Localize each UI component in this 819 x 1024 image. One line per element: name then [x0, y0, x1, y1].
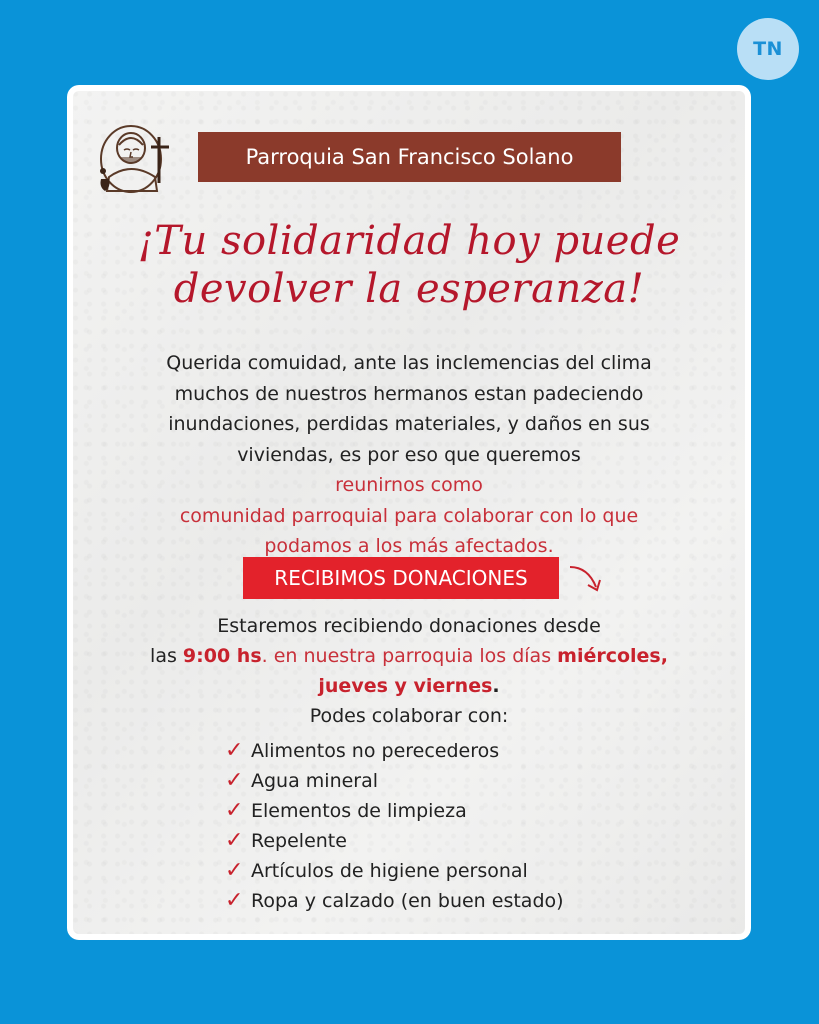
list-item: [225, 826, 564, 856]
intro-paragraph: [113, 348, 705, 562]
intro-line: comunidad parroquial para colaborar con lo que: [179, 504, 639, 527]
checkmark-icon: ✓: [225, 798, 244, 823]
schedule-days: miércoles,: [557, 645, 668, 667]
list-item-label: Alimentos no perecederos: [251, 740, 500, 762]
checkmark-icon: ✓: [225, 858, 244, 883]
checkmark-icon: ✓: [225, 768, 244, 793]
schedule-line: [93, 641, 725, 671]
list-item-label: Ropa y calzado (en buen estado): [251, 890, 564, 912]
schedule-line: [93, 671, 725, 701]
schedule-text: las: [150, 645, 183, 667]
donations-badge: RECIBIMOS DONACIONES: [243, 557, 559, 599]
parish-name-banner: Parroquia San Francisco Solano: [198, 132, 621, 182]
intro-line: Querida comuidad, ante las inclemencias del clima: [166, 352, 652, 374]
list-item-label: Elementos de limpieza: [251, 800, 467, 822]
intro-line: inundaciones, perdidas materiales, y daños en sus: [168, 413, 650, 435]
list-item-label: Repelente: [251, 830, 347, 852]
list-item-label: Agua mineral: [251, 770, 379, 792]
intro-highlight: reunirnos como: [335, 474, 483, 496]
collaborate-label: Podes colaborar con:: [309, 705, 509, 727]
saint-francis-portrait-icon: [97, 121, 173, 201]
schedule-days: jueves y viernes: [318, 675, 493, 697]
checkmark-icon: ✓: [225, 738, 244, 763]
schedule-line: Estaremos recibiendo donaciones desde: [217, 615, 601, 637]
intro-line: [113, 440, 705, 501]
list-item: [225, 766, 564, 796]
headline-line-1: ¡Tu solidaridad hoy puede: [137, 218, 681, 264]
list-item-label: Artículos de higiene personal: [251, 860, 528, 882]
curved-arrow-icon: [566, 559, 606, 599]
list-item: [225, 856, 564, 886]
schedule-time: 9:00 hs: [182, 645, 262, 667]
intro-line: podamos a los más afectados.: [264, 535, 554, 557]
tn-logo-badge: TN: [737, 18, 799, 80]
list-item: [225, 796, 564, 826]
headline: [73, 217, 745, 313]
list-item: [225, 736, 564, 766]
checkmark-icon: ✓: [225, 828, 244, 853]
headline-line-2: devolver la esperanza!: [173, 266, 645, 312]
flyer-card: [67, 85, 751, 940]
intro-text: viviendas, es por eso que queremos: [237, 443, 581, 466]
checkmark-icon: ✓: [225, 888, 244, 913]
schedule-paragraph: [93, 611, 725, 731]
schedule-period: .: [492, 675, 500, 697]
intro-line: muchos de nuestros hermanos estan padeciendo: [174, 382, 644, 405]
flyer-paper: [73, 91, 745, 934]
donation-items-list: [225, 736, 564, 916]
schedule-text: . en nuestra parroquia los días: [261, 645, 558, 667]
list-item: [225, 886, 564, 916]
